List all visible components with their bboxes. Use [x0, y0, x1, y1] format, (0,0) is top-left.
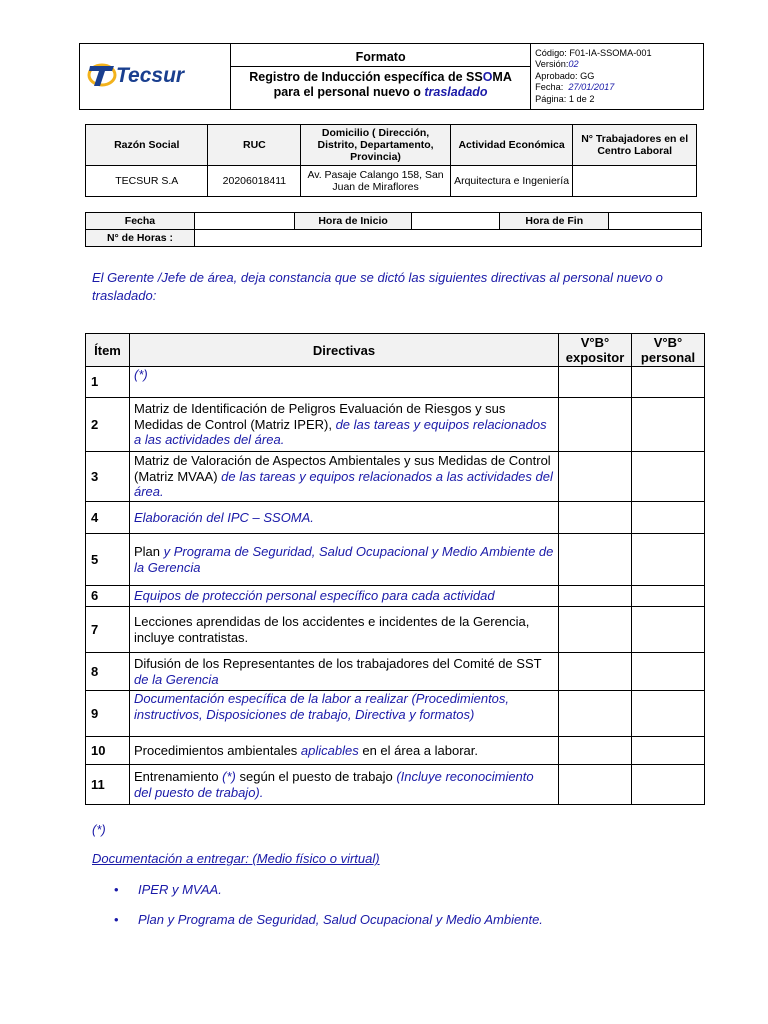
bullet-plan-text: Plan y Programa de Seguridad, Salud Ocupacional y Medio Ambiente.: [138, 912, 543, 927]
value-actividad: Arquitectura e Ingeniería: [450, 166, 573, 197]
company-value-row: [86, 166, 697, 197]
value-razon-social: TECSUR S.A: [86, 166, 208, 197]
directive-text: [130, 534, 559, 586]
value-ruc: 20206018411: [208, 166, 301, 197]
directive-part: Difusión de los Representantes de los trabajadores del Comité de SST: [134, 656, 542, 671]
directive-part: Plan: [134, 544, 164, 559]
directive-part: de las tareas y equipos relacionados a las actividades del área.: [134, 468, 553, 500]
title-part: para el personal nuevo o: [273, 85, 425, 99]
personal-signoff[interactable]: [632, 452, 705, 502]
col-domicilio: Domicilio ( Dirección, Distrito, Departamento, Provincia): [301, 125, 451, 166]
expositor-signoff[interactable]: [559, 398, 632, 452]
item-number: 9: [86, 691, 130, 737]
directive-part: aplicables: [300, 742, 359, 758]
logo-cell: [80, 44, 231, 110]
title-cell: [231, 44, 531, 110]
bullet-iper: [114, 882, 714, 900]
col-directivas: Directivas: [130, 334, 559, 367]
item-number: 6: [86, 586, 130, 607]
directives-header-row: [86, 334, 705, 367]
title-part: trasladado: [424, 85, 488, 99]
pagina: Página: 1 de 2: [535, 93, 595, 104]
title-part: O: [482, 70, 493, 84]
directive-row: [86, 398, 705, 452]
personal-signoff[interactable]: [632, 607, 705, 653]
bullet-iper-text: IPER y MVAA.: [138, 882, 222, 897]
col-item: Ítem: [86, 334, 130, 367]
directive-row: [86, 607, 705, 653]
date-table: [85, 212, 702, 247]
logo-text: Tecsur: [116, 64, 185, 87]
directive-text: [130, 586, 559, 607]
col-actividad: Actividad Económica: [450, 125, 573, 166]
personal-signoff[interactable]: [632, 653, 705, 691]
expositor-signoff[interactable]: [559, 691, 632, 737]
hora-fin-input[interactable]: [609, 213, 702, 230]
directive-text: [130, 367, 559, 398]
fecha-input[interactable]: [194, 213, 294, 230]
horas-label: N° de Horas :: [86, 230, 195, 247]
directive-row: [86, 737, 705, 765]
title-part: Registro de Inducción específica de SS: [249, 70, 483, 84]
item-number: 10: [86, 737, 130, 765]
doc-entregar: Documentación a entregar: (Medio físico o virtual): [92, 851, 380, 866]
directive-text: [130, 502, 559, 534]
item-number: 11: [86, 765, 130, 805]
directive-part: Matriz de Valoración de Aspectos Ambientales y sus Medidas de Control (Matriz MVAA): [134, 453, 551, 484]
directive-part: y Programa de Seguridad, Salud Ocupacional y Medio Ambiente de la Gerencia: [134, 544, 554, 575]
personal-signoff[interactable]: [632, 534, 705, 586]
directive-row: [86, 691, 705, 737]
directive-part: Equipos de protección personal específico para cada actividad: [134, 588, 495, 604]
directive-part: Documentación específica de la labor a realizar (Procedimientos, instructivos, Disposiciones de trabajo, Directiva y formatos): [134, 691, 510, 722]
item-number: 8: [86, 653, 130, 691]
directive-part: (Incluye reconocimiento del puesto de trabajo).: [134, 769, 534, 800]
formato-label: Formato: [231, 49, 530, 67]
directive-part: Lecciones aprendidas de los accidentes e incidentes de la Gerencia, incluye contratistas.: [134, 614, 530, 645]
directive-text: [130, 691, 559, 737]
tecsur-logo: [80, 44, 230, 104]
directive-text: [130, 398, 559, 452]
item-number: 1: [86, 367, 130, 398]
bullet-dot: •: [114, 882, 119, 897]
aprobado: Aprobado: GG: [535, 70, 595, 81]
item-number: 7: [86, 607, 130, 653]
hora-inicio-label: Hora de Inicio: [294, 213, 412, 230]
asterisk-note: (*): [92, 822, 106, 837]
fecha-meta: [535, 82, 703, 94]
expositor-signoff[interactable]: [559, 765, 632, 805]
title-part: MA: [492, 70, 512, 84]
directive-part: Entrenamiento: [134, 769, 223, 784]
col-ruc: RUC: [208, 125, 301, 166]
directive-row: [86, 653, 705, 691]
personal-signoff[interactable]: [632, 737, 705, 765]
directives-table: [85, 333, 705, 805]
personal-signoff[interactable]: [632, 367, 705, 398]
item-number: 3: [86, 452, 130, 502]
hora-fin-label: Hora de Fin: [500, 213, 609, 230]
col-expositor: V°B° expositor: [559, 334, 632, 367]
bullet-plan: [114, 912, 714, 930]
directive-row: [86, 586, 705, 607]
version-label: Versión:: [535, 59, 569, 70]
version: [535, 59, 703, 71]
directive-row: [86, 502, 705, 534]
item-number: 2: [86, 398, 130, 452]
directive-part: (*): [222, 769, 236, 784]
expositor-signoff[interactable]: [559, 653, 632, 691]
codigo: Código: F01-IA-SSOMA-001: [535, 47, 652, 58]
expositor-signoff[interactable]: [559, 367, 632, 398]
item-number: 4: [86, 502, 130, 534]
directive-part: Elaboración del IPC – SSOMA.: [134, 509, 314, 525]
directive-row: [86, 765, 705, 805]
expositor-signoff[interactable]: [559, 452, 632, 502]
expositor-signoff[interactable]: [559, 607, 632, 653]
directive-text: [130, 737, 559, 765]
intro-text: El Gerente /Jefe de área, deja constancia que se dictó las siguientes directivas al personal nuevo o trasladado:: [92, 270, 663, 303]
value-trabajadores[interactable]: [573, 166, 697, 197]
directive-text: [130, 607, 559, 653]
personal-signoff[interactable]: [632, 586, 705, 607]
col-trabajadores: N° Trabajadores en el Centro Laboral: [573, 125, 697, 166]
col-personal: V°B° personal: [632, 334, 705, 367]
directive-part: Procedimientos ambientales: [134, 742, 301, 758]
directive-part: en el área a laborar.: [358, 742, 478, 758]
horas-input[interactable]: [194, 230, 701, 247]
fecha-label: Fecha:: [535, 82, 564, 93]
document-header: [79, 43, 704, 110]
personal-signoff[interactable]: [632, 502, 705, 534]
personal-signoff[interactable]: [632, 765, 705, 805]
directive-part: de la Gerencia: [134, 671, 219, 687]
directive-part: de las tareas y equipos relacionados a las actividades del área.: [134, 416, 547, 448]
fecha-label-cell: Fecha: [86, 213, 195, 230]
col-razon-social: Razón Social: [86, 125, 208, 166]
directive-part: Matriz de Identificación de Peligros Evaluación de Riesgos y sus Medidas de Control (Matriz IPER),: [134, 401, 506, 432]
hora-inicio-input[interactable]: [412, 213, 500, 230]
expositor-signoff[interactable]: [559, 586, 632, 607]
company-table: [85, 124, 697, 197]
directive-row: [86, 452, 705, 502]
personal-signoff[interactable]: [632, 691, 705, 737]
version-value: 02: [568, 59, 579, 70]
document-title: [231, 67, 530, 104]
directive-row: [86, 534, 705, 586]
expositor-signoff[interactable]: [559, 737, 632, 765]
directive-text: [130, 452, 559, 502]
value-domicilio: Av. Pasaje Calango 158, San Juan de Miraflores: [301, 166, 451, 197]
directive-text: [130, 765, 559, 805]
expositor-signoff[interactable]: [559, 534, 632, 586]
directive-row: [86, 367, 705, 398]
company-header-row: [86, 125, 697, 166]
directive-text: [130, 653, 559, 691]
expositor-signoff[interactable]: [559, 502, 632, 534]
bullet-dot: •: [114, 912, 119, 927]
directive-part: (*): [134, 367, 148, 382]
meta-cell: [531, 44, 704, 110]
fecha-value: 27/01/2017: [568, 82, 615, 93]
item-number: 5: [86, 534, 130, 586]
personal-signoff[interactable]: [632, 398, 705, 452]
directive-part: según el puesto de trabajo: [235, 769, 397, 784]
